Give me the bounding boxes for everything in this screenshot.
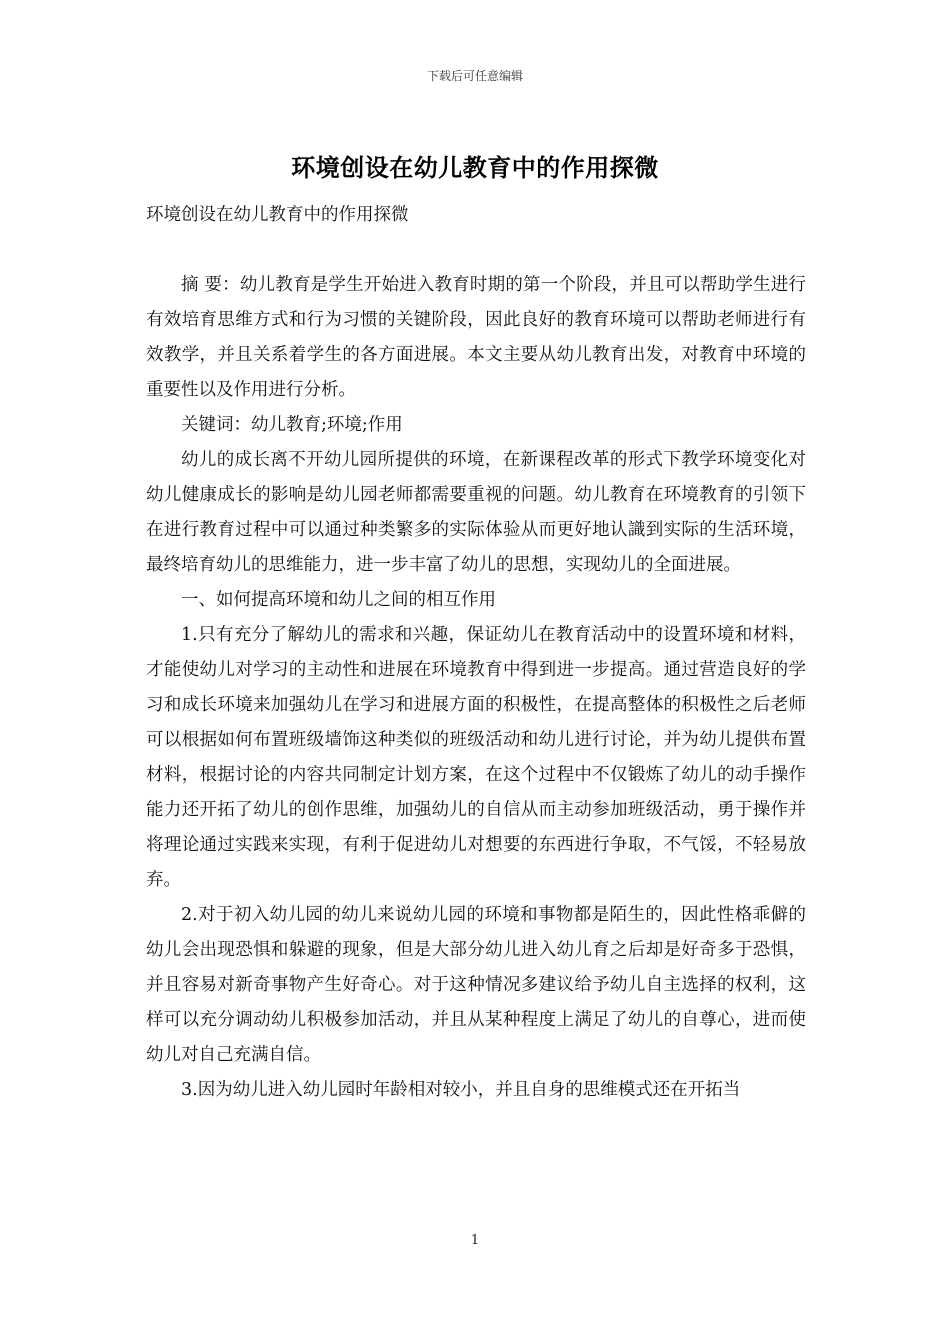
point-3-paragraph: 3.因为幼儿进入幼儿园时年龄相对较小，并且自身的思维模式还在开拓当 [181, 1080, 741, 1100]
page-number: 1 [470, 1233, 480, 1248]
intro-paragraph: 幼儿的成长离不开幼儿园所提供的环境，在新课程改革的形式下教学环境变化对幼儿健康成长的影响是幼儿园老师都需要重视的问题。幼儿教育在环境教育的引领下在进行教育过程中可以通过种类繁多的实际体验从而更好地认識到实际的生活环境，最终培育幼儿的思维能力，进一步丰富了幼儿的思想，实现幼儿的全面进展。 [146, 450, 806, 575]
abstract-paragraph: 摘 要：幼儿教育是学生开始进入教育时期的第一个阶段，并且可以帮助学生进行有效培育思维方式和行为习惯的关键阶段，因此良好的教育环境可以帮助老师进行有效教学，并且关系着学生的各方面进展。本文主要从幼儿教育出发，对教育中环境的重要性以及作用进行分析。 [146, 275, 806, 400]
point-2-paragraph: 2.对于初入幼儿园的幼儿来说幼儿园的环境和事物都是陌生的，因此性格乖僻的幼儿会出现恐惧和躲避的现象，但是大部分幼儿进入幼儿育之后却是好奇多于恐惧，并且容易对新奇事物产生好奇心。对于这种情况多建议给予幼儿自主选择的权利，这样可以充分调动幼儿积极参加活动，并且从某种程度上满足了幼儿的自尊心，进而使幼儿对自己充满自信。 [146, 905, 806, 1065]
section-heading: 一、如何提高环境和幼儿之间的相互作用 [181, 590, 496, 610]
header-note: 下载后可任意编辑 [426, 69, 523, 83]
document-body [146, 198, 806, 1108]
document-title: 环境创设在幼儿教育中的作用探微 [291, 153, 659, 182]
point-1-paragraph: 1.只有充分了解幼儿的需求和兴趣，保证幼儿在教育活动中的设置环境和材料，才能使幼儿对学习的主动性和进展在环境教育中得到进一步提高。通过营造良好的学习和成长环境来加强幼儿在学习和进展方面的积极性，在提高整体的积极性之后老师可以根据如何布置班级墙饰这种类似的班级活动和幼儿进行讨论，并为幼儿提供布置材料，根据讨论的内容共同制定计划方案，在这个过程中不仅锻炼了幼儿的动手操作能力还开拓了幼儿的创作思维，加强幼儿的自信从而主动参加班级活动，勇于操作并将理论通过实践来实现，有利于促进幼儿对想要的东西进行争取，不气馁，不轻易放弃。 [146, 625, 806, 890]
document-subtitle: 环境创设在幼儿教育中的作用探微 [146, 205, 409, 225]
keywords-line: 关键词：幼儿教育;环境;作用 [181, 415, 403, 435]
